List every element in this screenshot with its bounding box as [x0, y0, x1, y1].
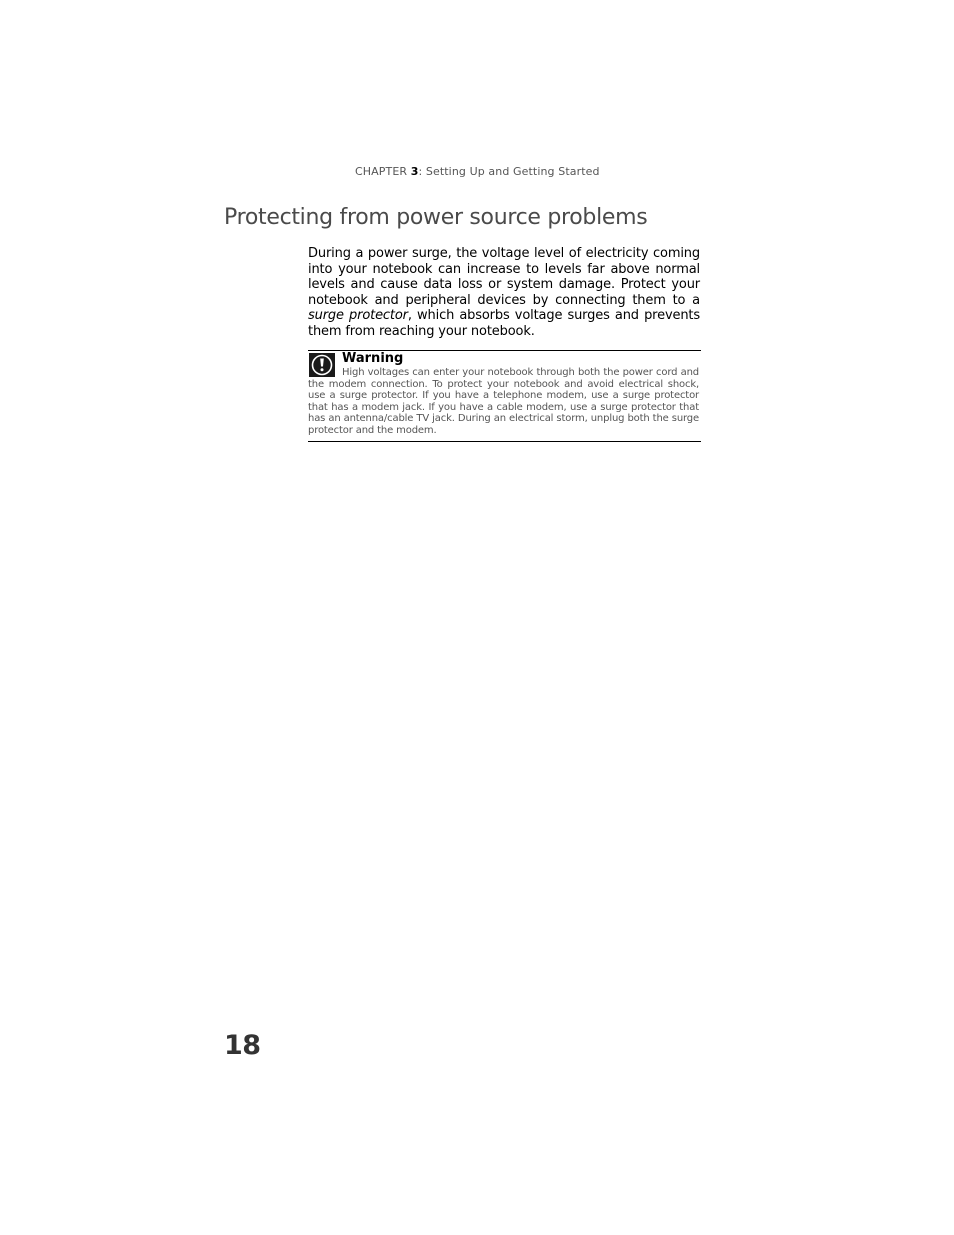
chapter-number: 3: [410, 165, 419, 178]
chapter-title: : Setting Up and Getting Started: [418, 165, 600, 178]
warning-box: [308, 350, 701, 442]
body-text-part2: , which absorbs voltage surges and prevents them from reaching your notebook.: [308, 308, 700, 339]
chapter-label: CHAPTER: [355, 165, 408, 178]
body-text-part1: During a power surge, the voltage level of electricity coming into your notebook can increase to levels far above normal levels and cause data loss or system damage. Protect your notebook and peripheral devices by connecting them to a: [308, 246, 700, 308]
page-number: 18: [224, 1030, 261, 1061]
surge-protector-term: surge protector: [308, 308, 408, 324]
warning-text: High voltages can enter your notebook through both the power cord and the modem connection. To protect your notebook and avoid electrical shock, use a surge protector. If you have a telephone modem, use a surge protector that has a modem jack. If you have a cable modem, use a surge protector that has an antenna/cable TV jack. During an electrical storm, unplug both the surge protector and the modem.: [308, 367, 699, 436]
body-paragraph: [308, 246, 700, 340]
running-header: [355, 165, 600, 178]
section-title: Protecting from power source problems: [224, 205, 648, 230]
warning-title: Warning: [342, 351, 404, 366]
